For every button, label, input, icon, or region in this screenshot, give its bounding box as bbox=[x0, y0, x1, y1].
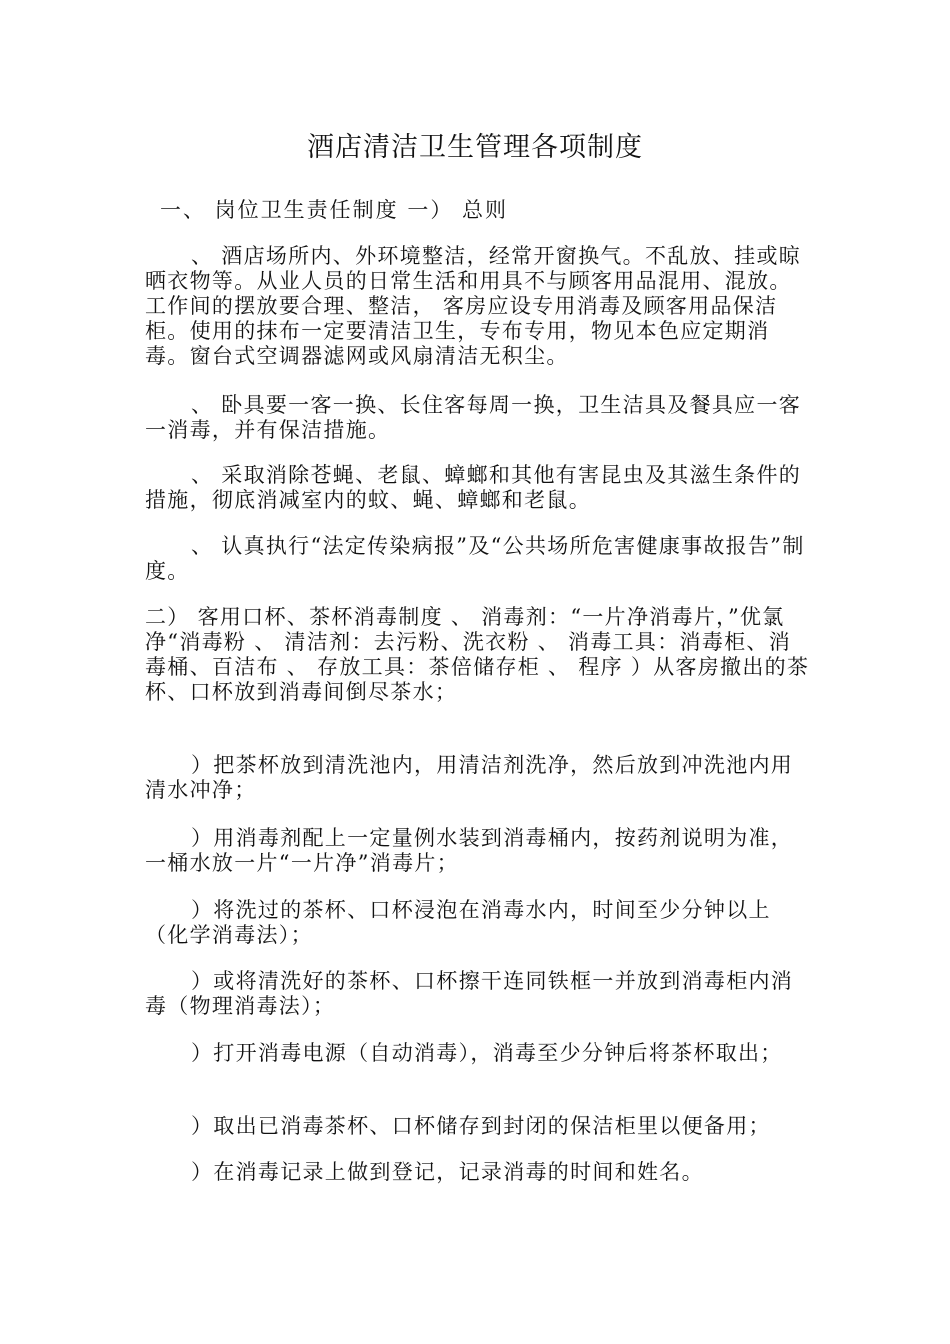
paragraph-8 bbox=[145, 898, 813, 948]
paragraph-5 bbox=[145, 605, 813, 705]
paragraph-9 bbox=[145, 969, 813, 1019]
paragraph-8-text: ）将洗过的茶杯、口杯浸泡在消毒水内，时间至少分钟以上（化学消毒法）； bbox=[145, 898, 771, 947]
paragraph-12-text: ）在消毒记录上做到登记，记录消毒的时间和姓名。 bbox=[191, 1160, 704, 1184]
paragraph-3 bbox=[145, 463, 813, 513]
paragraph-5-text: 二） 客用口杯、茶杯消毒制度 、 消毒剂：“一片净消毒片，”优氯净“消毒粉 、 清洁剂：去污粉、洗衣粉 、 消毒工具：消毒柜、消毒桶、百洁布 、 存放工具：茶倍储存柜 、 程序 ）从客房撤出的茶杯、口杯放到消毒间倒尽茶水； bbox=[145, 605, 810, 704]
paragraph-9-text: ）或将清洗好的茶杯、口杯擦干连同铁框一并放到消毒柜内消毒（物理消毒法）； bbox=[145, 969, 794, 1018]
paragraph-11 bbox=[145, 1114, 813, 1139]
paragraph-6 bbox=[145, 753, 813, 803]
paragraph-4-text: 、 认真执行“法定传染病报”及“公共场所危害健康事故报告”制度。 bbox=[145, 534, 805, 583]
paragraph-1 bbox=[145, 244, 813, 369]
paragraph-6-text: ）把茶杯放到清洗池内，用清洁剂洗净，然后放到冲洗池内用清水冲净； bbox=[145, 753, 794, 802]
section-heading: 一、 岗位卫生责任制度 一） 总则 bbox=[160, 198, 509, 222]
paragraph-4 bbox=[145, 534, 813, 584]
paragraph-10-text: ）打开消毒电源（自动消毒），消毒至少分钟后将茶杯取出； bbox=[191, 1041, 783, 1065]
paragraph-7-text: ）用消毒剂配上一定量例水装到消毒桶内，按药剂说明为准，一桶水放一片“一片净”消毒片； bbox=[145, 826, 794, 875]
paragraph-11-text: ）取出已消毒茶杯、口杯储存到封闭的保洁柜里以便备用； bbox=[191, 1114, 771, 1138]
paragraph-1-text: 、 酒店场所内、外环境整洁，经常开窗换气。不乱放、挂或晾晒衣物等。从业人员的日常生活和用具不与顾客用品混用、混放。工作间的摆放要合理、整洁， 客房应设专用消毒及顾客用品保洁柜。使用的抹布一定要清洁卫生，专布专用，物见本色应定期消毒。窗台式空调器滤网或风扇清洁无积尘。 bbox=[145, 244, 802, 368]
paragraph-3-text: 、 采取消除苍蝇、老鼠、蟑螂和其他有害昆虫及其滋生条件的措施，彻底消减室内的蚊、蝇、蟑螂和老鼠。 bbox=[145, 463, 802, 512]
paragraph-2-text: 、 卧具要一客一换、长住客每周一换，卫生洁具及餐具应一客一消毒，并有保洁措施。 bbox=[145, 393, 802, 442]
paragraph-10 bbox=[145, 1041, 813, 1066]
document-title: 酒店清洁卫生管理各项制度 bbox=[307, 132, 643, 163]
paragraph-7 bbox=[145, 826, 813, 876]
paragraph-2 bbox=[145, 393, 813, 443]
paragraph-12 bbox=[145, 1160, 813, 1185]
